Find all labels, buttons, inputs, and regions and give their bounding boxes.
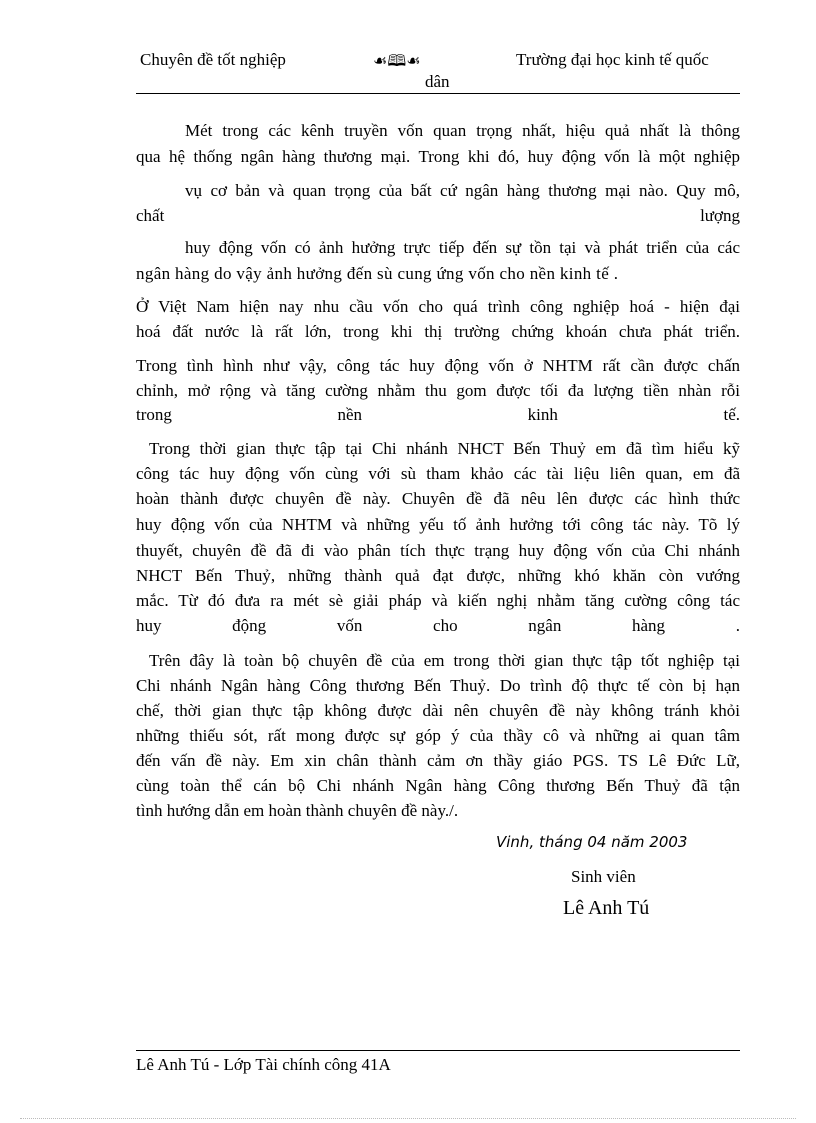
p5-line-8: huy động vốn cho ngân hàng .	[136, 616, 740, 635]
p6-line-5: đến vấn đề này. Em xin chân thành cảm ơn thầy giáo PGS. TS Lê Đức Lữ,	[136, 751, 740, 770]
p6-line-3: chế, thời gian thực tập không được dài nên chuyên đề này không tránh khỏi	[136, 701, 740, 720]
p6-line-6: cùng toàn thể cán bộ Chi nhánh Ngân hàng Công thương Bến Thuỷ đã tận	[136, 776, 740, 795]
p4-line-1: Ở Việt Nam hiện nay nhu cầu vốn cho quá trình công nghiệp hoá - hiện đại	[136, 297, 740, 316]
p6-line-4: những thiếu sót, rất mong được sự góp ý của thầy cô và những ai quan tâm	[136, 726, 740, 745]
ornament-book-icon: ☙🕮☙	[373, 53, 421, 70]
p3-line-1: huy động vốn có ảnh hưởng trực tiếp đến sự tồn tại và phát triển của các	[185, 238, 740, 257]
p6-line-7: tình hướng dẫn em hoàn thành chuyên đề này./.	[136, 801, 459, 820]
p5-line-6: NHCT Bến Thuỷ, những thành quả đạt được, những khó khăn còn vướng	[136, 566, 740, 585]
p5-line-2: công tác huy động vốn cùng với sù tham khảo các tài liệu liên quan, em đã	[136, 464, 740, 483]
p4-line-3: Trong tình hình như vậy, công tác huy động vốn ở NHTM rất cần được chấn	[136, 356, 740, 375]
footer-text: Lê Anh Tú - Lớp Tài chính công 41A	[136, 1055, 391, 1074]
p4-line-5: trong nền kinh tế.	[136, 405, 740, 424]
p6-line-1: Trên đây là toàn bộ chuyên đề của em trong thời gian thực tập tốt nghiệp tại	[149, 651, 740, 670]
page-edge-divider	[20, 1118, 796, 1119]
p5-line-5: thuyết, chuyên đề đã đi vào phân tích thực trạng huy động vốn của Chi nhánh	[136, 541, 740, 560]
header-left: Chuyên đề tốt nghiệp	[140, 50, 286, 69]
p1-line-1: Mét trong các kênh truyền vốn quan trọng nhất, hiệu quả nhất là thông	[185, 121, 740, 140]
header-right-continued: dân	[425, 72, 450, 91]
p5-line-1: Trong thời gian thực tập tại Chi nhánh NHCT Bến Thuỷ em đã tìm hiểu kỹ	[149, 439, 740, 458]
p5-line-3: hoàn thành được chuyên đề này. Chuyên đề đã nêu lên được các hình thức	[136, 489, 740, 508]
p4-line-2: hoá đất nước là rất lớn, trong khi thị trường chứng khoán chưa phát triển.	[136, 322, 740, 341]
p2-line-2: chất lượng	[136, 206, 740, 225]
p1-line-2: qua hệ thống ngân hàng thương mại. Trong khi đó, huy động vốn là một nghiệp	[136, 147, 740, 166]
p4-line-4: chỉnh, mở rộng và tăng cường nhằm thu gom được tối đa lượng tiền nhàn rỗi	[136, 381, 740, 400]
header-right: Trường đại học kinh tế quốc	[516, 50, 709, 69]
signature-date: Vinh, tháng 04 năm 2003	[496, 833, 688, 851]
p5-line-4: huy động vốn của NHTM và những yếu tố ảnh hưởng tới công tác này. Tõ lý	[136, 515, 740, 534]
p6-line-2: Chi nhánh Ngân hàng Công thương Bến Thuỷ. Do trình độ thực tế còn bị hạn	[136, 676, 740, 695]
header-rule	[136, 93, 740, 94]
signature-name: Lê Anh Tú	[563, 897, 650, 919]
signature-role: Sinh viên	[571, 867, 636, 886]
p2-line-1: vụ cơ bản và quan trọng của bất cứ ngân hàng thương mại nào. Quy mô,	[185, 181, 740, 200]
p3-line-2: ngân hàng do vậy ảnh hưởng đến sù cung ứng vốn cho nền kinh tế .	[136, 264, 619, 283]
p5-line-7: mắc. Từ đó đưa ra mét sè giải pháp và kiến nghị nhằm tăng cường công tác	[136, 591, 740, 610]
footer-rule	[136, 1050, 740, 1051]
